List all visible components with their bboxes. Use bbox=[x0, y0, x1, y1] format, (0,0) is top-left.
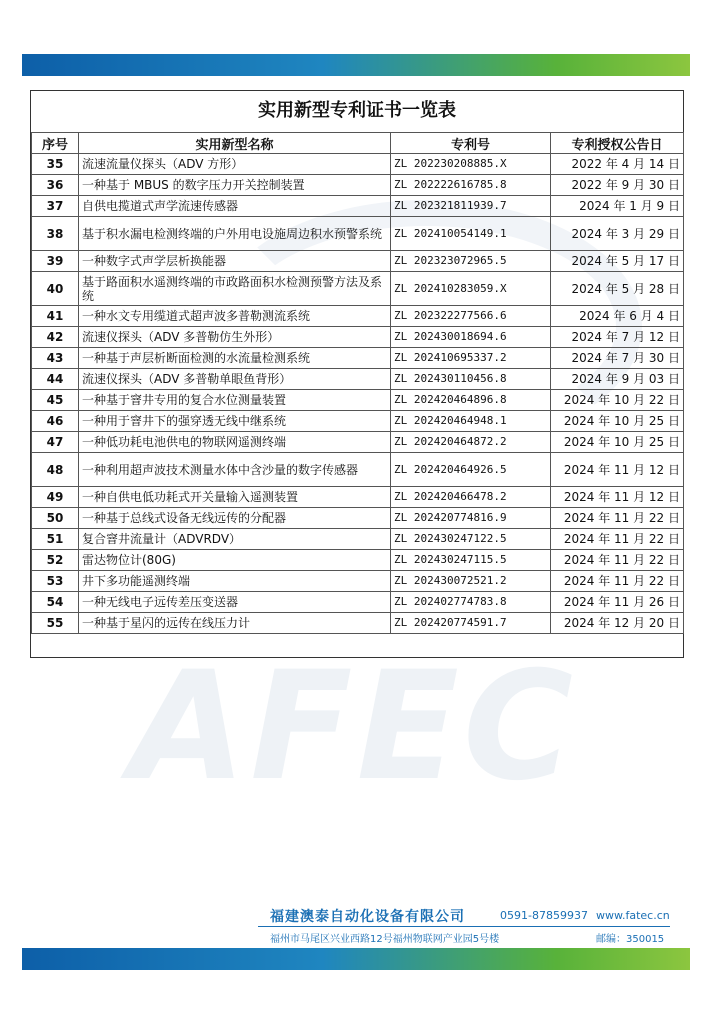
row-patent-number: ZL 202410695337.2 bbox=[391, 348, 551, 369]
header-number: 序号 bbox=[32, 133, 79, 154]
row-patent-number: ZL 202430247122.5 bbox=[391, 529, 551, 550]
row-date: 2024 年 6 月 4 日 bbox=[551, 306, 684, 327]
row-date: 2024 年 11 月 12 日 bbox=[551, 453, 684, 487]
table-row bbox=[32, 571, 684, 592]
row-number: 48 bbox=[32, 453, 79, 487]
table-row bbox=[32, 390, 684, 411]
row-patent-number: ZL 202321811939.7 bbox=[391, 196, 551, 217]
row-date: 2022 年 9 月 30 日 bbox=[551, 175, 684, 196]
row-name: 基于积水漏电检测终端的户外用电设施周边积水预警系统 bbox=[79, 217, 391, 251]
patent-table bbox=[31, 132, 684, 634]
footer-website-link[interactable]: www.fatec.cn bbox=[596, 909, 670, 922]
row-date: 2024 年 10 月 25 日 bbox=[551, 411, 684, 432]
row-name: 一种用于窨井下的强穿透无线中继系统 bbox=[79, 411, 391, 432]
row-patent-number: ZL 202420774816.9 bbox=[391, 508, 551, 529]
watermark-logo: AFEC bbox=[130, 640, 578, 814]
row-patent-number: ZL 202323072965.5 bbox=[391, 251, 551, 272]
footer-company-name: 福建澳泰自动化设备有限公司 bbox=[270, 909, 465, 925]
row-patent-number: ZL 202420464896.8 bbox=[391, 390, 551, 411]
footer-divider bbox=[258, 926, 670, 927]
row-number: 55 bbox=[32, 613, 79, 634]
row-name: 一种自供电低功耗式开关量输入遥测装置 bbox=[79, 487, 391, 508]
row-patent-number: ZL 202420464872.2 bbox=[391, 432, 551, 453]
row-name: 一种无线电子远传差压变送器 bbox=[79, 592, 391, 613]
row-number: 51 bbox=[32, 529, 79, 550]
header-name: 实用新型名称 bbox=[79, 133, 391, 154]
row-name: 一种数字式声学层析换能器 bbox=[79, 251, 391, 272]
row-name: 一种利用超声波技术测量水体中含沙量的数字传感器 bbox=[79, 453, 391, 487]
row-patent-number: ZL 202430018694.6 bbox=[391, 327, 551, 348]
row-number: 38 bbox=[32, 217, 79, 251]
row-number: 47 bbox=[32, 432, 79, 453]
table-header-row bbox=[32, 133, 684, 154]
table-row bbox=[32, 306, 684, 327]
table-row bbox=[32, 154, 684, 175]
table-row bbox=[32, 508, 684, 529]
row-date: 2024 年 11 月 22 日 bbox=[551, 508, 684, 529]
footer-phone: 0591-87859937 bbox=[500, 909, 588, 922]
row-number: 36 bbox=[32, 175, 79, 196]
row-number: 42 bbox=[32, 327, 79, 348]
row-number: 50 bbox=[32, 508, 79, 529]
row-number: 53 bbox=[32, 571, 79, 592]
row-date: 2024 年 12 月 20 日 bbox=[551, 613, 684, 634]
table-row bbox=[32, 348, 684, 369]
header-patent-number: 专利号 bbox=[391, 133, 551, 154]
row-number: 52 bbox=[32, 550, 79, 571]
row-number: 39 bbox=[32, 251, 79, 272]
table-row bbox=[32, 592, 684, 613]
row-name: 一种基于星闪的远传在线压力计 bbox=[79, 613, 391, 634]
row-patent-number: ZL 202430110456.8 bbox=[391, 369, 551, 390]
row-date: 2024 年 5 月 17 日 bbox=[551, 251, 684, 272]
footer-address: 福州市马尾区兴业西路12号福州物联网产业园5号楼 bbox=[270, 934, 500, 945]
row-date: 2024 年 9 月 03 日 bbox=[551, 369, 684, 390]
row-name: 雷达物位计(80G) bbox=[79, 550, 391, 571]
row-date: 2024 年 1 月 9 日 bbox=[551, 196, 684, 217]
row-name: 复合窨井流量计（ADVRDV） bbox=[79, 529, 391, 550]
row-patent-number: ZL 202410054149.1 bbox=[391, 217, 551, 251]
row-number: 40 bbox=[32, 272, 79, 306]
row-patent-number: ZL 202430072521.2 bbox=[391, 571, 551, 592]
row-patent-number: ZL 202420464948.1 bbox=[391, 411, 551, 432]
footer-color-band bbox=[22, 948, 690, 970]
row-patent-number: ZL 202430247115.5 bbox=[391, 550, 551, 571]
row-patent-number: ZL 202322277566.6 bbox=[391, 306, 551, 327]
row-name: 一种基于窨井专用的复合水位测量装置 bbox=[79, 390, 391, 411]
table-row bbox=[32, 217, 684, 251]
row-date: 2024 年 3 月 29 日 bbox=[551, 217, 684, 251]
table-row bbox=[32, 196, 684, 217]
row-date: 2024 年 11 月 26 日 bbox=[551, 592, 684, 613]
row-number: 43 bbox=[32, 348, 79, 369]
row-number: 41 bbox=[32, 306, 79, 327]
row-name: 一种基于总线式设备无线远传的分配器 bbox=[79, 508, 391, 529]
row-patent-number: ZL 202420464926.5 bbox=[391, 453, 551, 487]
table-row bbox=[32, 327, 684, 348]
row-patent-number: ZL 202410283059.X bbox=[391, 272, 551, 306]
header-date: 专利授权公告日 bbox=[551, 133, 684, 154]
row-patent-number: ZL 202420774591.7 bbox=[391, 613, 551, 634]
table-row bbox=[32, 369, 684, 390]
row-date: 2024 年 11 月 22 日 bbox=[551, 550, 684, 571]
row-date: 2022 年 4 月 14 日 bbox=[551, 154, 684, 175]
footer-postal-code: 邮编：350015 bbox=[596, 934, 665, 945]
row-number: 46 bbox=[32, 411, 79, 432]
row-name: 一种基于声层析断面检测的水流量检测系统 bbox=[79, 348, 391, 369]
row-patent-number: ZL 202230208885.X bbox=[391, 154, 551, 175]
row-name: 流速流量仪探头（ADV 方形） bbox=[79, 154, 391, 175]
document-title: 实用新型专利证书一览表 bbox=[258, 100, 456, 121]
table-row bbox=[32, 529, 684, 550]
row-name: 自供电揽道式声学流速传感器 bbox=[79, 196, 391, 217]
row-name: 一种低功耗电池供电的物联网遥测终端 bbox=[79, 432, 391, 453]
row-patent-number: ZL 202222616785.8 bbox=[391, 175, 551, 196]
row-name: 流速仪探头（ADV 多普勒仿生外形） bbox=[79, 327, 391, 348]
table-row bbox=[32, 251, 684, 272]
row-date: 2024 年 10 月 22 日 bbox=[551, 390, 684, 411]
table-row bbox=[32, 487, 684, 508]
table-row bbox=[32, 550, 684, 571]
row-name: 一种基于 MBUS 的数字压力开关控制装置 bbox=[79, 175, 391, 196]
row-number: 49 bbox=[32, 487, 79, 508]
table-row bbox=[32, 272, 684, 306]
row-number: 35 bbox=[32, 154, 79, 175]
row-name: 基于路面积水遥测终端的市政路面积水检测预警方法及系统 bbox=[79, 272, 391, 306]
row-patent-number: ZL 202420466478.2 bbox=[391, 487, 551, 508]
table-row bbox=[32, 432, 684, 453]
row-number: 37 bbox=[32, 196, 79, 217]
row-patent-number: ZL 202402774783.8 bbox=[391, 592, 551, 613]
row-name: 井下多功能遥测终端 bbox=[79, 571, 391, 592]
table-row bbox=[32, 175, 684, 196]
row-name: 一种水文专用缆道式超声波多普勒测流系统 bbox=[79, 306, 391, 327]
header-color-band bbox=[22, 54, 690, 76]
table-row bbox=[32, 613, 684, 634]
row-name: 流速仪探头（ADV 多普勒单眼鱼背形） bbox=[79, 369, 391, 390]
row-number: 45 bbox=[32, 390, 79, 411]
row-number: 44 bbox=[32, 369, 79, 390]
row-date: 2024 年 11 月 12 日 bbox=[551, 487, 684, 508]
table-row bbox=[32, 411, 684, 432]
row-date: 2024 年 11 月 22 日 bbox=[551, 571, 684, 592]
table-row bbox=[32, 453, 684, 487]
row-date: 2024 年 7 月 12 日 bbox=[551, 327, 684, 348]
row-date: 2024 年 10 月 25 日 bbox=[551, 432, 684, 453]
row-date: 2024 年 11 月 22 日 bbox=[551, 529, 684, 550]
row-number: 54 bbox=[32, 592, 79, 613]
row-date: 2024 年 7 月 30 日 bbox=[551, 348, 684, 369]
row-date: 2024 年 5 月 28 日 bbox=[551, 272, 684, 306]
